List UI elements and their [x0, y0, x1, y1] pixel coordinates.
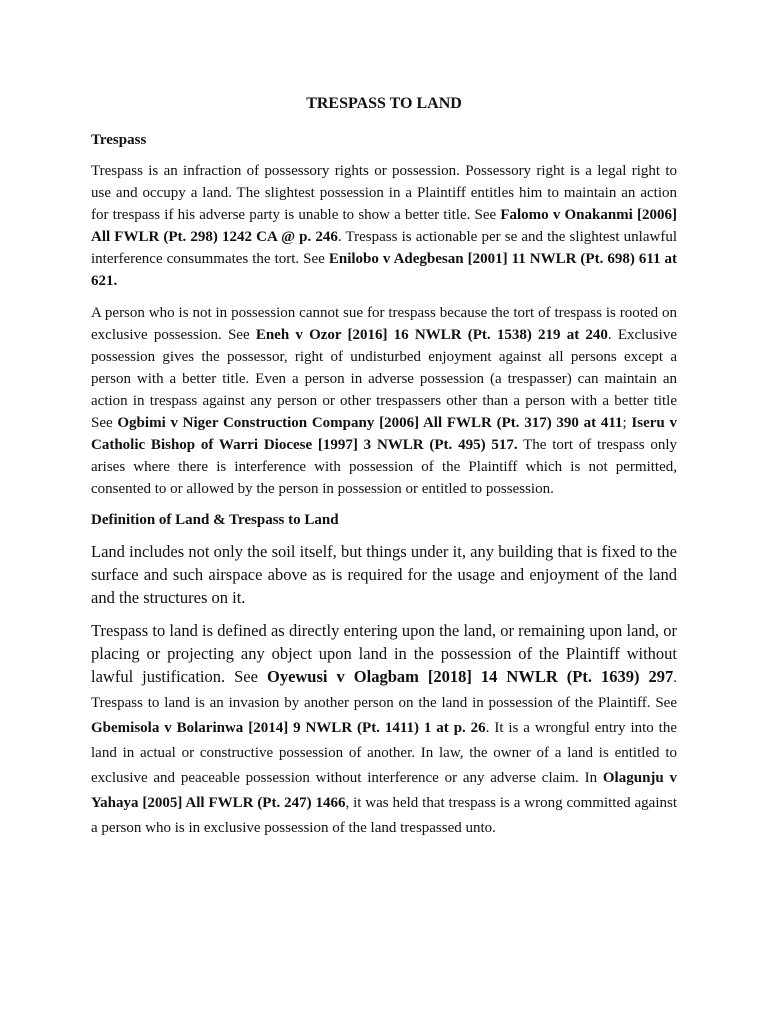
case-citation: Falomo v Onakanmi [2006] All FWLR (Pt. 298) 1242 CA @ p. 246	[91, 207, 677, 245]
paragraph-text: Trespass is an infraction of possessory rights or possession. Possessory right is a legal right to use and occupy a land. The slightest possession in a Plaintiff entitles him to maintain an action for trespass if his adverse party is unable to show a better title. See	[91, 163, 677, 223]
paragraph-text: The tort of trespass only arises where there is interference with possession of the Plaintiff which is not permitted, consented to or allowed by the person in possession or entitled to possession.	[91, 437, 677, 497]
paragraph-trespass-to-land	[91, 619, 677, 840]
paragraph-land-definition: Land includes not only the soil itself, but things under it, any building that is fixed to the surface and such airspace above as is required for the usage and enjoyment of the land and the structures on it.	[91, 542, 677, 607]
paragraph-text: ;	[622, 415, 632, 431]
section-heading-trespass: Trespass	[91, 132, 147, 148]
document-title: TRESPASS TO LAND	[306, 95, 462, 112]
case-citation: Gbemisola v Bolarinwa [2014] 9 NWLR (Pt. 1411) 1 at p. 26	[91, 720, 486, 736]
paragraph-text: Trespass to land is defined as directly entering upon the land, or remaining upon land, or placing or projecting any object upon land in the possession of the Plaintiff without lawful justification. See	[91, 621, 677, 686]
paragraph-text: . It is a wrongful entry into the land in actual or constructive possession of another. In law, the owner of a land is entitled to exclusive and peaceable possession without interference or any adverse claim. In	[91, 720, 678, 786]
section-heading-definition: Definition of Land & Trespass to Land	[91, 512, 339, 528]
case-citation: Enilobo v Adegbesan [2001] 11 NWLR (Pt. 698) 611 at 621.	[91, 251, 678, 289]
case-citation: Oyewusi v Olagbam [2018] 14 NWLR (Pt. 1639) 297	[266, 667, 674, 686]
paragraph-text: . Exclusive possession gives the possessor, right of undisturbed enjoyment against all persons except a person with a better title. Even a person in adverse possession (a trespasser) can maintain an action in trespass against any person or other trespassers other than a person with a better title See	[91, 327, 678, 431]
paragraph-text: . Trespass to land is an invasion by another person on the land in possession of the Plaintiff. See	[91, 670, 678, 711]
paragraph-trespass-definition	[91, 160, 677, 292]
case-citation: Eneh v Ozor [2016] 16 NWLR (Pt. 1538) 219 at 240	[255, 327, 608, 343]
case-citation: Iseru v Catholic Bishop of Warri Diocese [1997] 3 NWLR (Pt. 495) 517.	[91, 415, 677, 453]
paragraph-text: A person who is not in possession cannot sue for trespass because the tort of trespass is rooted on exclusive possession. See	[91, 305, 677, 343]
case-citation: Olagunju v Yahaya [2005] All FWLR (Pt. 247) 1466	[91, 770, 678, 811]
paragraph-text: . Trespass is actionable per se and the slightest unlawful interference consummates the tort. See	[91, 229, 678, 267]
paragraph-exclusive-possession	[91, 302, 677, 500]
case-citation: Ogbimi v Niger Construction Company [2006] All FWLR (Pt. 317) 390 at 411	[117, 415, 623, 431]
paragraph-text: , it was held that trespass is a wrong committed against a person who is in exclusive possession of the land trespassed unto.	[91, 795, 677, 836]
